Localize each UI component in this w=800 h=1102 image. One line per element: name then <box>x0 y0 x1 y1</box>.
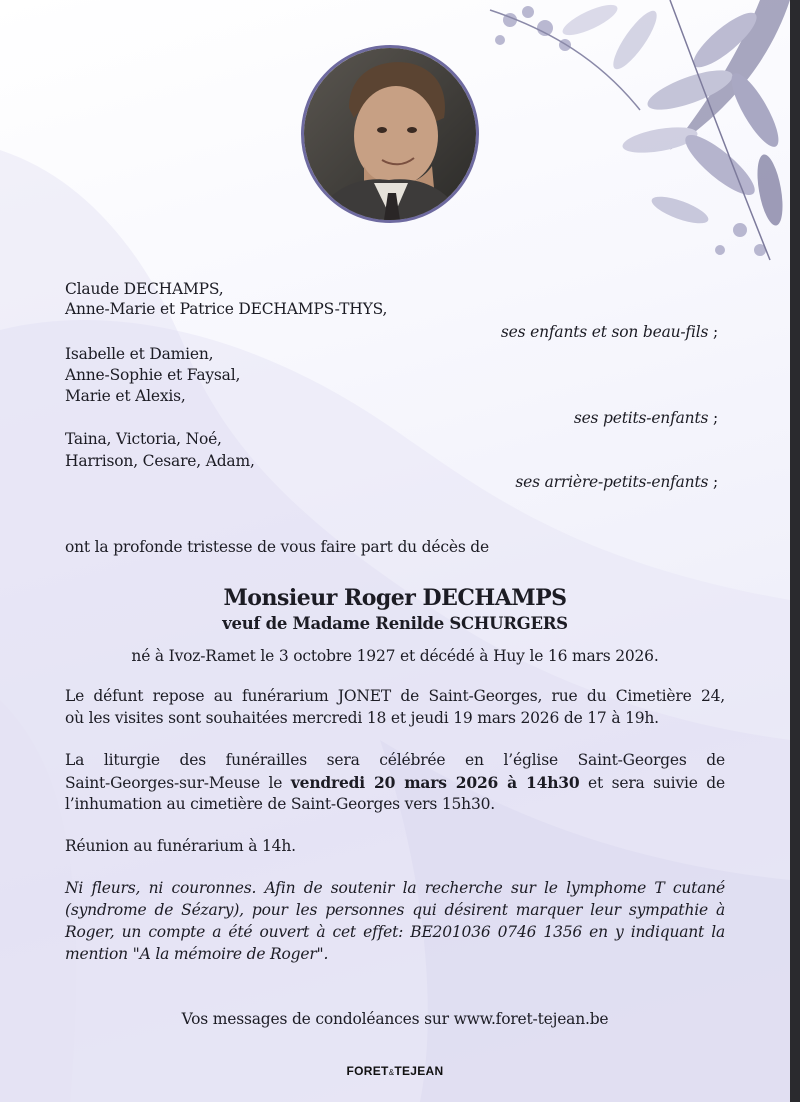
liturgy-line-2: Saint-Georges-sur-Meuse le vendredi 20 mars 2026 à 14h30 et sera suivie de <box>65 773 725 792</box>
right-edge-strip <box>790 0 800 1102</box>
portrait-photo <box>301 45 479 223</box>
deceased-widow-of: veuf de Madame Renilde SCHURGERS <box>222 614 568 633</box>
birth-death-line: né à Ivoz-Ramet le 3 octobre 1927 et décédé à Huy le 16 mars 2026. <box>131 647 659 665</box>
grandchildren-relation: ses petits-enfants ; <box>573 409 718 427</box>
visitation-line-2: où les visites sont souhaitées mercredi 18 et jeudi 19 mars 2026 de 17 à 19h. <box>65 709 659 727</box>
children-relation: ses enfants et son beau-fils ; <box>500 323 718 341</box>
deceased-name: Monsieur Roger DECHAMPS <box>223 585 567 611</box>
floral-decoration <box>470 0 790 280</box>
flowers-line-2: (syndrome de Sézary), pour les personnes qui désirent marquer leur sympathie à <box>65 901 725 919</box>
family-grandchild-1: Isabelle et Damien, <box>65 345 214 363</box>
condolences-text: Vos messages de condoléances sur www.foret-tejean.be <box>181 1010 609 1028</box>
family-child-1: Claude DECHAMPS, <box>65 280 224 298</box>
family-great-grandchild-2: Harrison, Cesare, Adam, <box>65 452 255 470</box>
liturgy-line-3: l’inhumation au cimetière de Saint-Georges vers 15h30. <box>65 795 496 813</box>
visitation-line-1: Le défunt repose au funérarium JONET de Saint-Georges, rue du Cimetière 24, <box>65 687 725 705</box>
family-grandchild-2: Anne-Sophie et Faysal, <box>65 366 241 384</box>
flowers-line-3: Roger, un compte a été ouvert à cet effet: BE201036 0746 1356 en y indiquant la <box>65 923 725 941</box>
great-grandchildren-relation: ses arrière-petits-enfants ; <box>515 473 718 491</box>
funeral-home-logo: FORET&TEJEAN <box>346 1064 444 1078</box>
family-child-2: Anne-Marie et Patrice DECHAMPS-THYS, <box>65 300 388 318</box>
family-great-grandchild-1: Taina, Victoria, Noé, <box>65 430 222 448</box>
flowers-line-4: mention "A la mémoire de Roger". <box>65 945 329 963</box>
announcement-text: ont la profonde tristesse de vous faire part du décès de <box>65 538 489 556</box>
liturgy-line-1: La liturgie des funérailles sera célébrée en l’église Saint-Georges de <box>65 751 725 769</box>
funeral-date: vendredi 20 mars 2026 à 14h30 <box>290 773 580 792</box>
flowers-line-1: Ni fleurs, ni couronnes. Afin de soutenir la recherche sur le lymphome T cutané <box>65 879 725 897</box>
family-grandchild-3: Marie et Alexis, <box>65 387 186 405</box>
meeting-text: Réunion au funérarium à 14h. <box>65 837 296 855</box>
